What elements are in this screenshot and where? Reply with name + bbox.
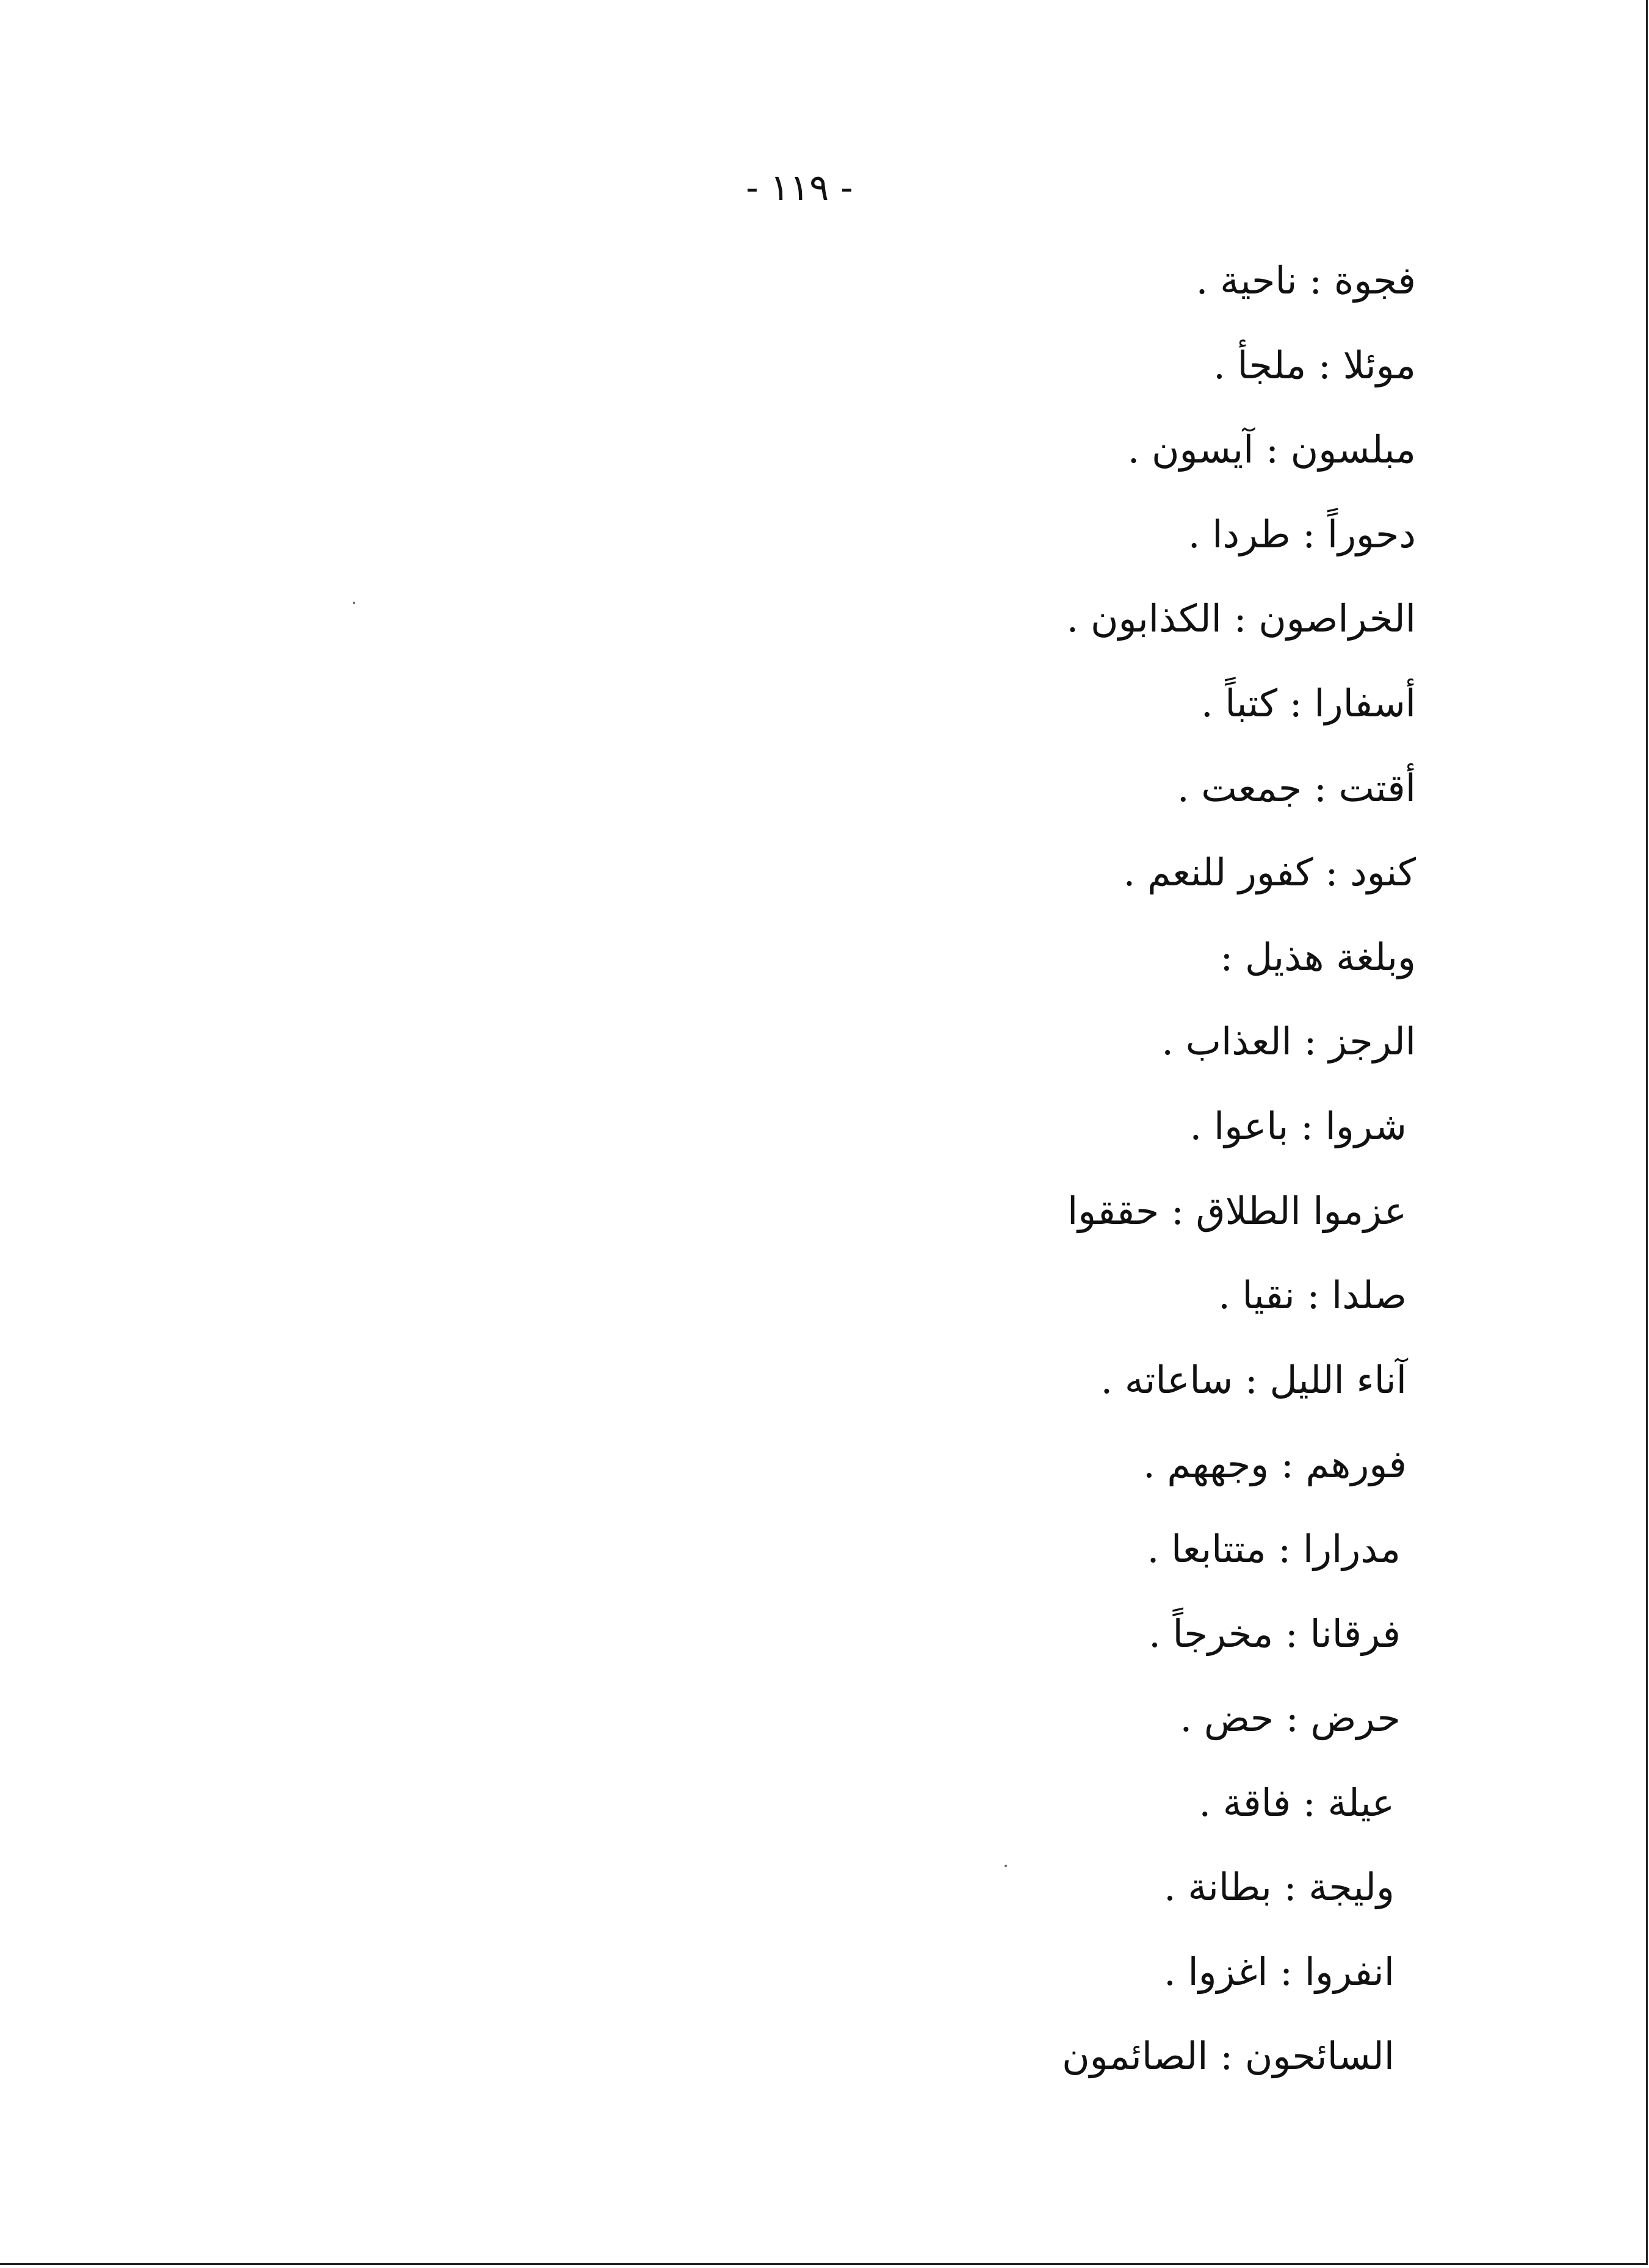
gloss-line: عيلة : فاقة . xyxy=(1199,1780,1395,1825)
gloss-line: موئلا : ملجأ . xyxy=(1213,342,1416,387)
gloss-line: عزموا الطلاق : حققوا xyxy=(1067,1188,1407,1233)
gloss-line: مبلسون : آيسون . xyxy=(1127,427,1416,472)
section-heading: وبلغة هذيل : xyxy=(1220,934,1416,979)
gloss-line: فورهم : وجههم . xyxy=(1143,1442,1407,1487)
gloss-line: فرقانا : مخرجاً . xyxy=(1149,1611,1401,1656)
gloss-line: وليجة : بطانة . xyxy=(1163,1865,1395,1910)
gloss-line: مدرارا : متتابعا . xyxy=(1147,1526,1401,1571)
gloss-line: أسفارا : كتباً . xyxy=(1200,680,1416,725)
gloss-line: انفروا : اغزوا . xyxy=(1164,1949,1395,1994)
gloss-line: الخراصون : الكذابون . xyxy=(1066,596,1416,641)
scan-speck xyxy=(353,602,355,604)
gloss-line: الرجز : العذاب . xyxy=(1161,1019,1416,1064)
gloss-line: السائحون : الصائمون xyxy=(1062,2034,1395,2079)
gloss-line: حرض : حض . xyxy=(1180,1696,1401,1741)
scan-speck xyxy=(1005,1865,1007,1867)
gloss-line: فجوة : ناحية . xyxy=(1196,258,1416,303)
gloss-line: صلدا : نقيا . xyxy=(1218,1273,1407,1318)
gloss-line: أقتت : جمعت . xyxy=(1177,765,1416,810)
gloss-line: دحوراً : طردا . xyxy=(1188,511,1416,556)
gloss-line: آناء الليل : ساعاته . xyxy=(1100,1357,1407,1402)
gloss-line: كنود : كفور للنعم . xyxy=(1123,850,1416,895)
gloss-list xyxy=(793,250,1416,2111)
page-number: - ١١٩ - xyxy=(746,167,853,209)
gloss-line: شروا : باعوا . xyxy=(1189,1103,1407,1148)
